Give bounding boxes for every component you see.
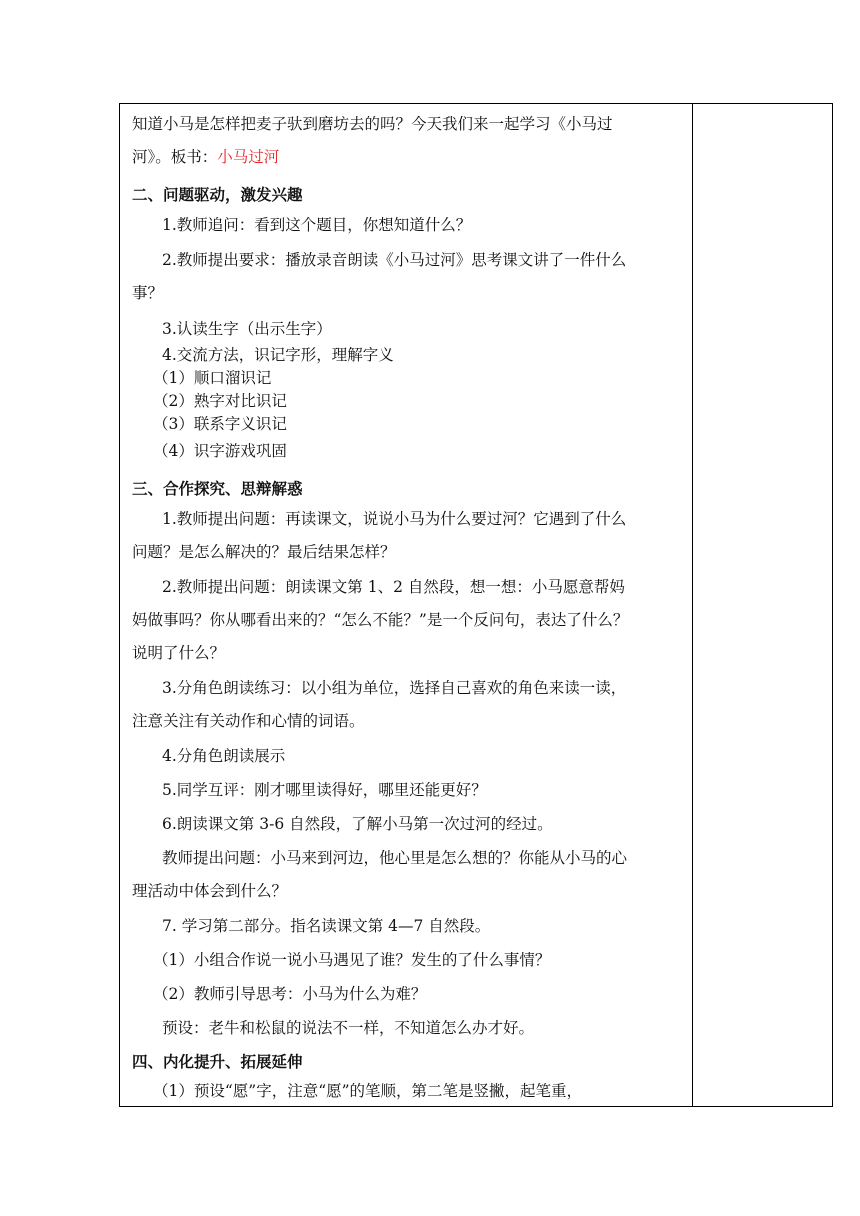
notes-cell bbox=[693, 104, 832, 1106]
section-2-item: 3.认读生字（出示生字） bbox=[162, 320, 332, 338]
section-3-item: 问题？是怎么解决的？最后结果怎样？ bbox=[132, 543, 396, 561]
section-2-subitem: （1）顺口溜识记 bbox=[153, 369, 272, 387]
section-3-item: 3.分角色朗读练习：以小组为单位，选择自己喜欢的角色来读一读， bbox=[162, 679, 627, 697]
section-3-subitem: （1）小组合作说一说小马遇见了谁？发生的了什么事情？ bbox=[153, 951, 551, 969]
section-3-item: 注意关注有关动作和心情的词语。 bbox=[132, 712, 365, 730]
section-3-item: 理活动中体会到什么？ bbox=[132, 882, 288, 900]
board-title: 小马过河 bbox=[217, 148, 280, 166]
section-4-heading: 四、内化提升、拓展延伸 bbox=[132, 1053, 303, 1071]
section-2-subitem: （3）联系字义识记 bbox=[153, 415, 287, 433]
section-3-item: 5.同学互评：刚才哪里读得好，哪里还能更好？ bbox=[162, 781, 487, 799]
lesson-content-cell bbox=[120, 104, 693, 1106]
section-3-item: 2.教师提出问题：朗读课文第 1、2 自然段，想一想：小马愿意帮妈 bbox=[162, 578, 625, 596]
section-4-subitem: （1）预设“愿”字，注意“愿”的笔顺，第二笔是竖撇，起笔重， bbox=[153, 1082, 583, 1100]
section-2-subitem: （4）识字游戏巩固 bbox=[153, 442, 287, 460]
section-2-heading: 二、问题驱动，激发兴趣 bbox=[132, 186, 303, 204]
section-3-item: 6.朗读课文第 3-6 自然段，了解小马第一次过河的经过。 bbox=[162, 815, 553, 833]
section-2-item: 4.交流方法，识记字形，理解字义 bbox=[162, 346, 394, 364]
intro-line-2-prefix: 河》。板书： bbox=[132, 148, 218, 166]
intro-line-2 bbox=[132, 146, 279, 168]
section-2-item: 事？ bbox=[132, 284, 164, 302]
section-3-item: 预设：老牛和松鼠的说法不一样，不知道怎么办才好。 bbox=[162, 1019, 535, 1037]
section-3-item: 说明了什么？ bbox=[132, 644, 226, 662]
section-2-item: 2.教师提出要求：播放录音朗读《小马过河》思考课文讲了一件什么 bbox=[162, 251, 627, 269]
section-3-heading: 三、合作探究、思辩解惑 bbox=[132, 480, 303, 498]
section-2-subitem: （2）熟字对比识记 bbox=[153, 392, 287, 410]
section-3-item: 妈做事吗？你从哪看出来的？“怎么不能？”是一个反问句，表达了什么？ bbox=[132, 611, 629, 629]
intro-line-1: 知道小马是怎样把麦子驮到磨坊去的吗？今天我们来一起学习《小马过 bbox=[132, 115, 613, 133]
section-3-subitem: （2）教师引导思考：小马为什么为难？ bbox=[153, 985, 427, 1003]
section-3-item: 教师提出问题：小马来到河边，他心里是怎么想的？你能从小马的心 bbox=[162, 849, 628, 867]
lesson-plan-table bbox=[119, 103, 833, 1107]
section-3-item: 1.教师提出问题：再读课文，说说小马为什么要过河？它遇到了什么 bbox=[162, 510, 627, 528]
section-3-item: 7. 学习第二部分。指名读课文第 4—7 自然段。 bbox=[162, 917, 491, 935]
section-2-item: 1.教师追问：看到这个题目，你想知道什么？ bbox=[162, 216, 472, 234]
section-3-item: 4.分角色朗读展示 bbox=[162, 747, 286, 765]
